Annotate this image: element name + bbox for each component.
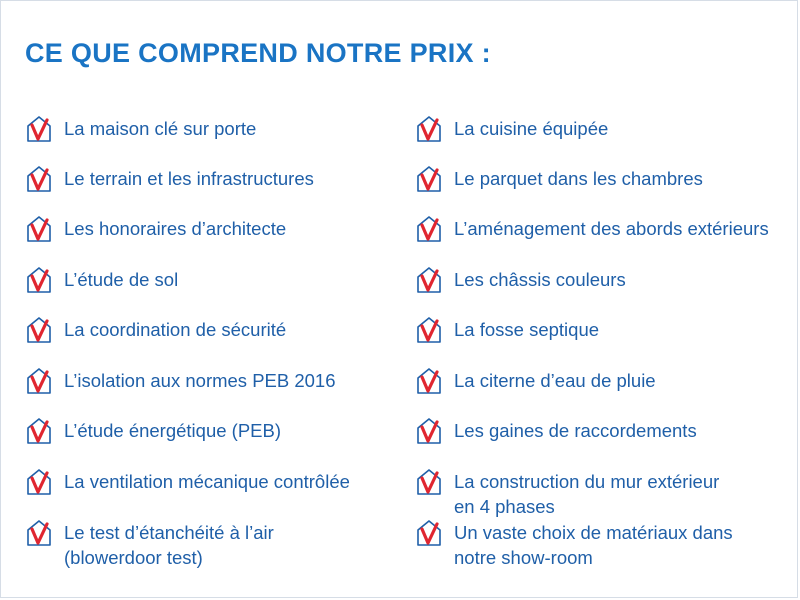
list-item-label: La coordination de sécurité — [64, 319, 287, 340]
list-item-label: Les gaines de raccordements — [454, 420, 697, 441]
house-check-icon — [24, 114, 54, 144]
house-check-icon — [24, 315, 54, 345]
list-item — [414, 518, 733, 570]
house-check-icon — [414, 265, 444, 295]
list-item-label: Un vaste choix de matériaux dans notre show-room — [454, 522, 733, 568]
list-item-label: La fosse septique — [454, 319, 600, 340]
list-item-label: La construction du mur extérieur en 4 phases — [454, 471, 720, 517]
house-check-icon — [414, 214, 444, 244]
house-check-icon — [414, 114, 444, 144]
house-check-icon — [24, 164, 54, 194]
list-item — [24, 366, 336, 396]
house-check-icon — [24, 214, 54, 244]
list-item-label: Le terrain et les infrastructures — [64, 168, 314, 189]
page-title: CE QUE COMPREND NOTRE PRIX : — [25, 38, 491, 68]
list-item — [414, 164, 703, 194]
house-check-icon — [24, 265, 54, 295]
list-item — [24, 518, 274, 570]
list-item — [414, 467, 719, 519]
list-item-label: L’étude énergétique (PEB) — [64, 420, 282, 441]
house-check-icon — [414, 315, 444, 345]
list-item-label: L’étude de sol — [64, 269, 179, 290]
list-item-label: La cuisine équipée — [454, 118, 609, 139]
house-check-icon — [24, 467, 54, 497]
list-item — [24, 315, 286, 345]
house-check-icon — [414, 366, 444, 396]
list-item-label: L’aménagement des abords extérieurs — [454, 218, 769, 239]
house-check-icon — [414, 467, 444, 497]
list-item — [24, 467, 350, 497]
list-item-label: L’isolation aux normes PEB 2016 — [64, 370, 336, 391]
list-item-label: Les honoraires d’architecte — [64, 218, 287, 239]
list-item — [24, 265, 178, 295]
house-check-icon — [24, 518, 54, 548]
list-item — [24, 214, 286, 244]
list-item — [24, 114, 256, 144]
house-check-icon — [414, 164, 444, 194]
list-item-label: La citerne d’eau de pluie — [454, 370, 656, 391]
list-item — [24, 164, 314, 194]
list-item — [414, 114, 608, 144]
list-item — [414, 214, 769, 244]
house-check-icon — [414, 518, 444, 548]
list-item-label: Les châssis couleurs — [454, 269, 626, 290]
list-item-label: Le parquet dans les chambres — [454, 168, 703, 189]
list-item — [414, 366, 656, 396]
list-item — [414, 315, 599, 345]
list-item-label: La ventilation mécanique contrôlée — [64, 471, 350, 492]
list-item — [414, 416, 697, 446]
list-item — [24, 416, 281, 446]
house-check-icon — [24, 366, 54, 396]
house-check-icon — [414, 416, 444, 446]
list-item-label: La maison clé sur porte — [64, 118, 257, 139]
list-item — [414, 265, 626, 295]
house-check-icon — [24, 416, 54, 446]
list-item-label: Le test d’étanchéité à l’air (blowerdoor test) — [64, 522, 274, 568]
